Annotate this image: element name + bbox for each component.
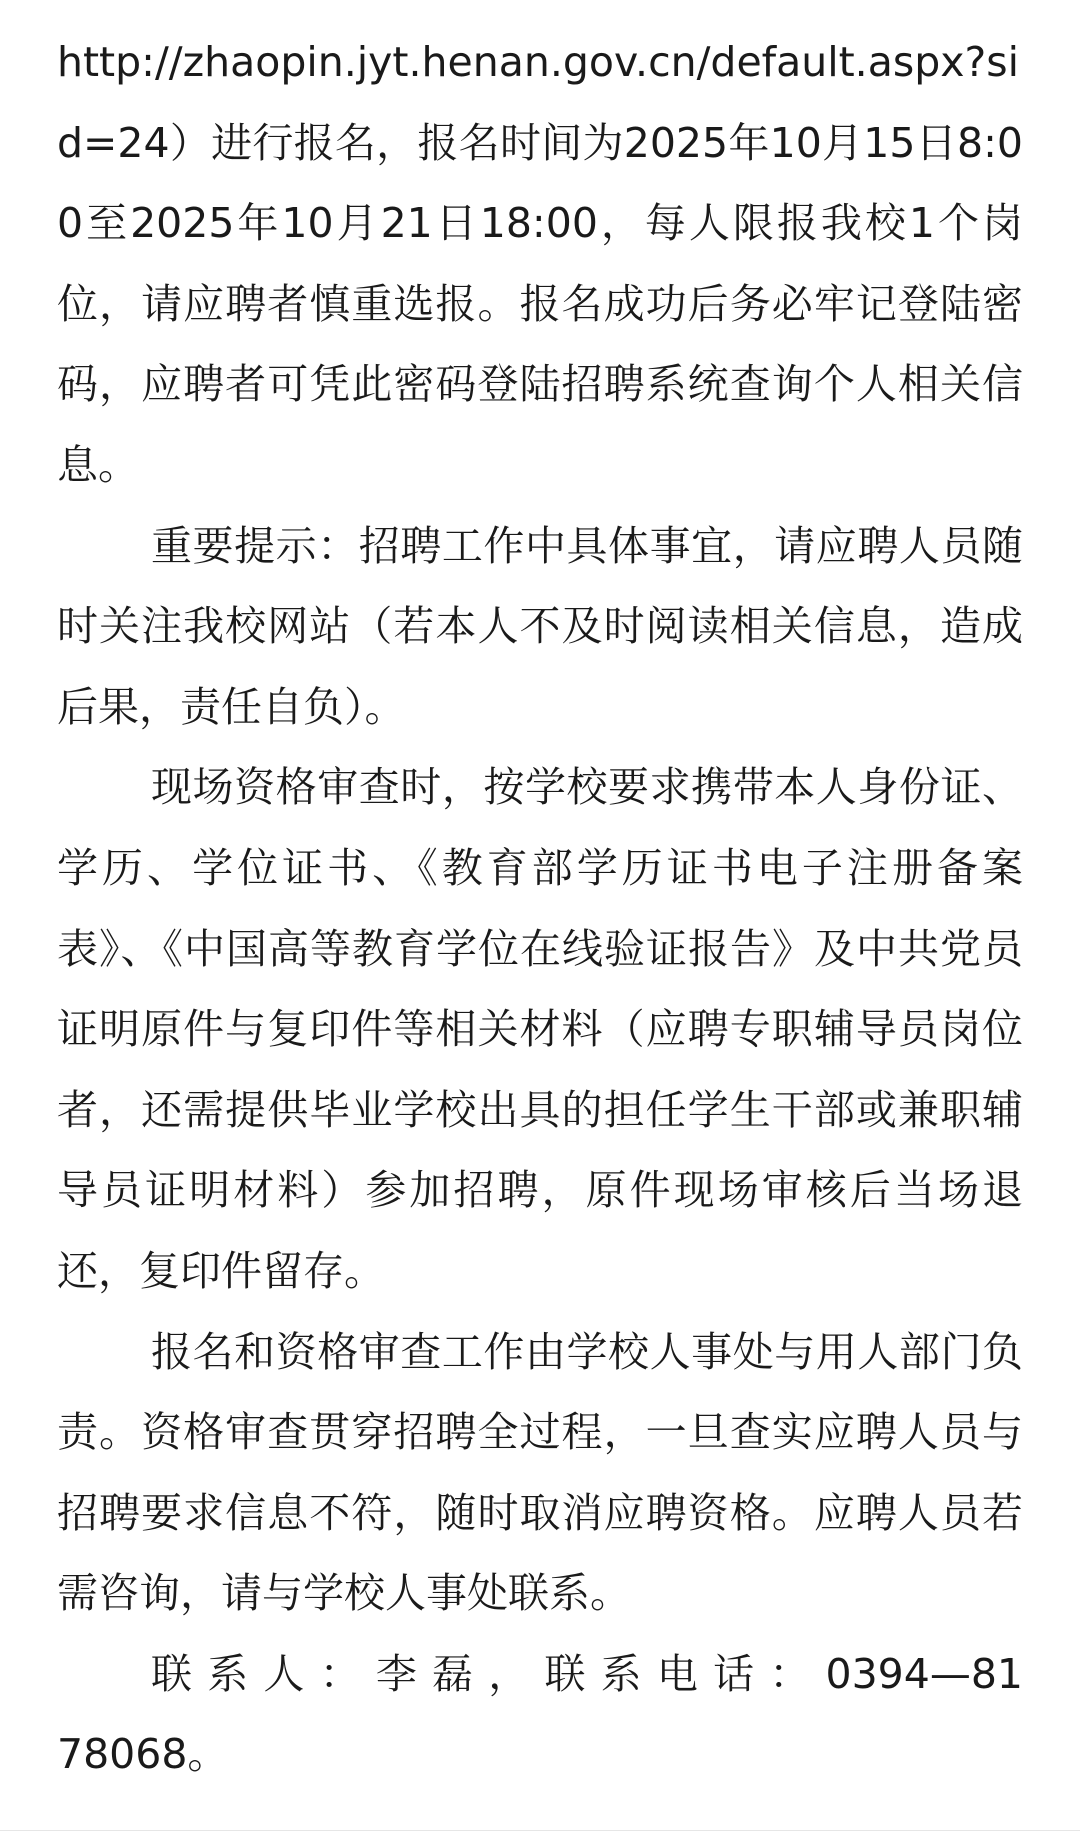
document-body (57, 22, 1023, 1795)
qualification-review-paragraph: 现场资格审查时，按学校要求携带本人身份证、学历、学位证书、《教育部学历证书电子注册备案表》、《中国高等教育学位在线验证报告》及中共党员证明原件与复印件等相关材料（应聘专职辅导员岗位者，还需提供毕业学校出具的担任学生干部或兼职辅导员证明材料）参加招聘，原件现场审核后当场退还，复印件留存。 (57, 763, 1023, 1295)
important-notice-paragraph: 重要提示：招聘工作中具体事宜，请应聘人员随时关注我校网站（若本人不及时阅读相关信息，造成后果，责任自负）。 (57, 521, 1023, 731)
registration-paragraph: http://zhaopin.jyt.henan.gov.cn/default.aspx?sid=24）进行报名，报名时间为2025年10月15日8:00至2025年10月21日18:00，每人限报我校1个岗位，请应聘者慎重选报。报名成功后务必牢记登陆密码，应聘者可凭此密码登陆招聘系统查询个人相关信息。 (57, 38, 1023, 489)
bottom-divider (0, 1830, 1080, 1831)
responsibility-paragraph: 报名和资格审查工作由学校人事处与用人部门负责。资格审查贯穿招聘全过程，一旦查实应聘人员与招聘要求信息不符，随时取消应聘资格。应聘人员若需咨询，请与学校人事处联系。 (57, 1327, 1023, 1618)
contact-phone-number: 0394—8178068。 (57, 1649, 1023, 1779)
contact-paragraph (57, 1634, 1023, 1795)
contact-person-label: 联系人：李磊，联系电话： (151, 1649, 826, 1698)
